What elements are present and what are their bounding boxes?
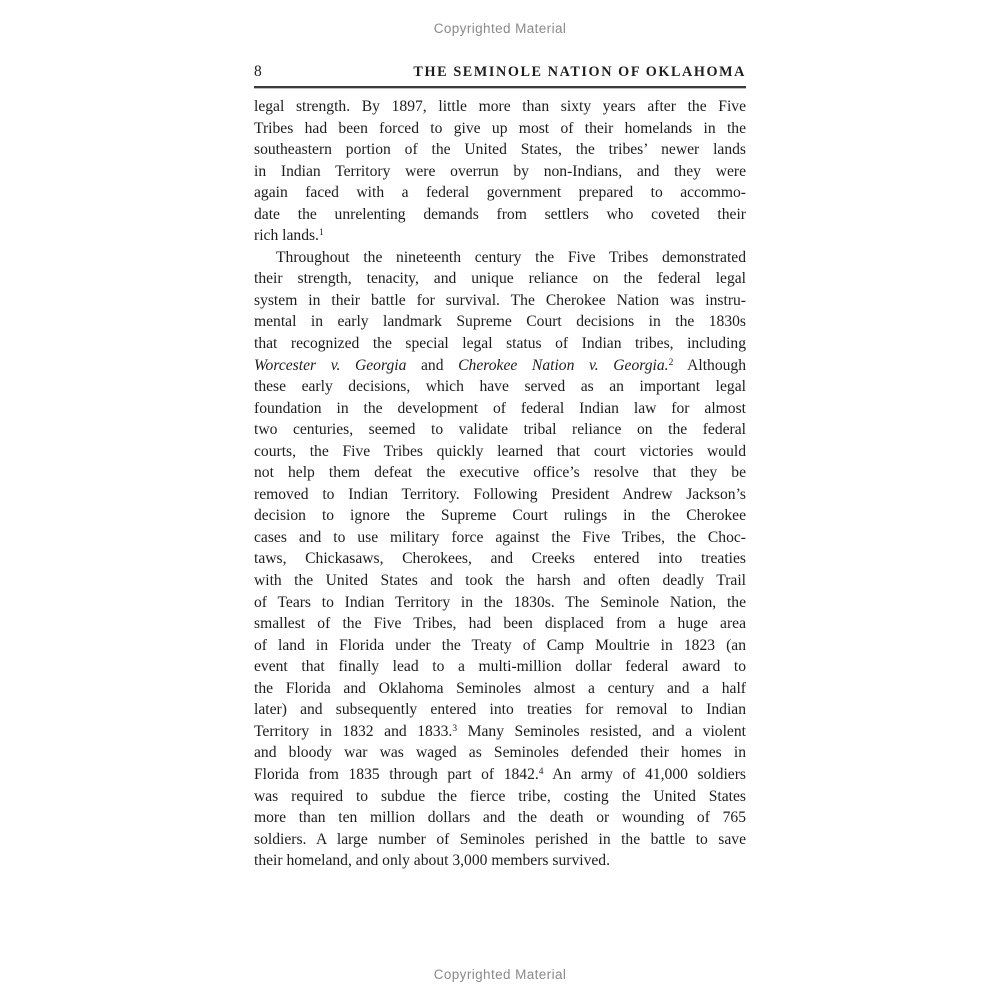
text-line: Worcester v. Georgia and Cherokee Nation v. Georgia.$^2$ Although — [254, 356, 747, 374]
text-line: and bloody war was waged as Seminoles defended their homes in — [254, 744, 746, 762]
text-line: soldiers. A large number of Seminoles perished in the battle to save — [254, 830, 746, 848]
text-line: cases and to use military force against the Five Tribes, the Choc- — [254, 528, 746, 546]
text-line: two centuries, seemed to validate tribal reliance on the federal — [254, 421, 746, 439]
text-line: event that finally lead to a multi-million dollar federal award to — [254, 658, 746, 676]
text-line: removed to Indian Territory. Following President Andrew Jackson’s — [254, 485, 746, 503]
text-line: Tribes had been forced to give up most of their homelands in the — [254, 119, 746, 137]
text-line: later) and subsequently entered into treaties for removal to Indian — [254, 701, 746, 719]
text-line: foundation in the development of federal Indian law for almost — [254, 399, 746, 417]
text-line: courts, the Five Tribes quickly learned that court victories would — [254, 442, 746, 460]
text-line: smallest of the Five Tribes, had been displaced from a huge area — [254, 615, 746, 633]
footnote-marker: 1 — [318, 228, 324, 239]
running-title: THE SEMINOLE NATION OF OKLAHOMA — [413, 64, 746, 80]
header-rule — [254, 86, 746, 89]
case-name-italic: Worcester v. Georgia — [254, 356, 407, 374]
copyright-notice-bottom: Copyrighted Material — [433, 967, 567, 982]
page-header — [254, 63, 746, 81]
text-line: rich lands.$^1$ — [254, 227, 324, 245]
text-line: was required to subdue the fierce tribe, costing the United States — [254, 787, 746, 805]
text-line: these early decisions, which have served as an important legal — [254, 378, 746, 396]
body-text — [254, 96, 746, 872]
text-line: legal strength. By 1897, little more than sixty years after the Five — [254, 98, 746, 115]
text-line: southeastern portion of the United States, the tribes’ newer lands — [254, 141, 746, 159]
text-line: mental in early landmark Supreme Court decisions in the 1830s — [254, 313, 746, 331]
text-line: more than ten million dollars and the death or wounding of 765 — [254, 809, 746, 827]
text-line: the Florida and Oklahoma Seminoles almost a century and a half — [254, 679, 746, 697]
page-number: 8 — [254, 63, 262, 80]
text-line: system in their battle for survival. The Cherokee Nation was instru- — [254, 291, 746, 309]
text-line: taws, Chickasaws, Cherokees, and Creeks entered into treaties — [254, 550, 746, 568]
text-line: with the United States and took the harsh and often deadly Trail — [254, 572, 746, 590]
text-line: Throughout the nineteenth century the Five Tribes demonstrated — [276, 248, 746, 266]
text-line: their homeland, and only about 3,000 members survived. — [254, 852, 610, 870]
text-line: of Tears to Indian Territory in the 1830s. The Seminole Nation, the — [254, 593, 746, 611]
text-line: date the unrelenting demands from settlers who coveted their — [254, 205, 746, 223]
text-line: Territory in 1832 and 1833.$^3$ Many Seminoles resisted, and a violent — [254, 722, 746, 740]
text-line: in Indian Territory were overrun by non-Indians, and they were — [254, 162, 746, 180]
text-line: decision to ignore the Supreme Court rulings in the Cherokee — [254, 507, 746, 525]
text-line: not help them defeat the executive office’s resolve that they be — [254, 464, 746, 482]
footnote-marker: 4 — [538, 766, 544, 777]
footnote-marker: 2 — [668, 357, 674, 368]
text-line: of land in Florida under the Treaty of Camp Moultrie in 1823 (an — [254, 636, 746, 654]
text-line: their strength, tenacity, and unique reliance on the federal legal — [254, 270, 746, 288]
text-line: Florida from 1835 through part of 1842.$^4$ An army of 41,000 soldiers — [254, 765, 746, 783]
case-name-italic: Cherokee Nation v. Georgia. — [458, 356, 669, 374]
text-line: that recognized the special legal status of Indian tribes, including — [254, 335, 746, 353]
footnote-marker: 3 — [452, 723, 458, 734]
text-line: again faced with a federal government prepared to accommo- — [254, 184, 746, 202]
copyright-notice-top: Copyrighted Material — [433, 21, 567, 36]
